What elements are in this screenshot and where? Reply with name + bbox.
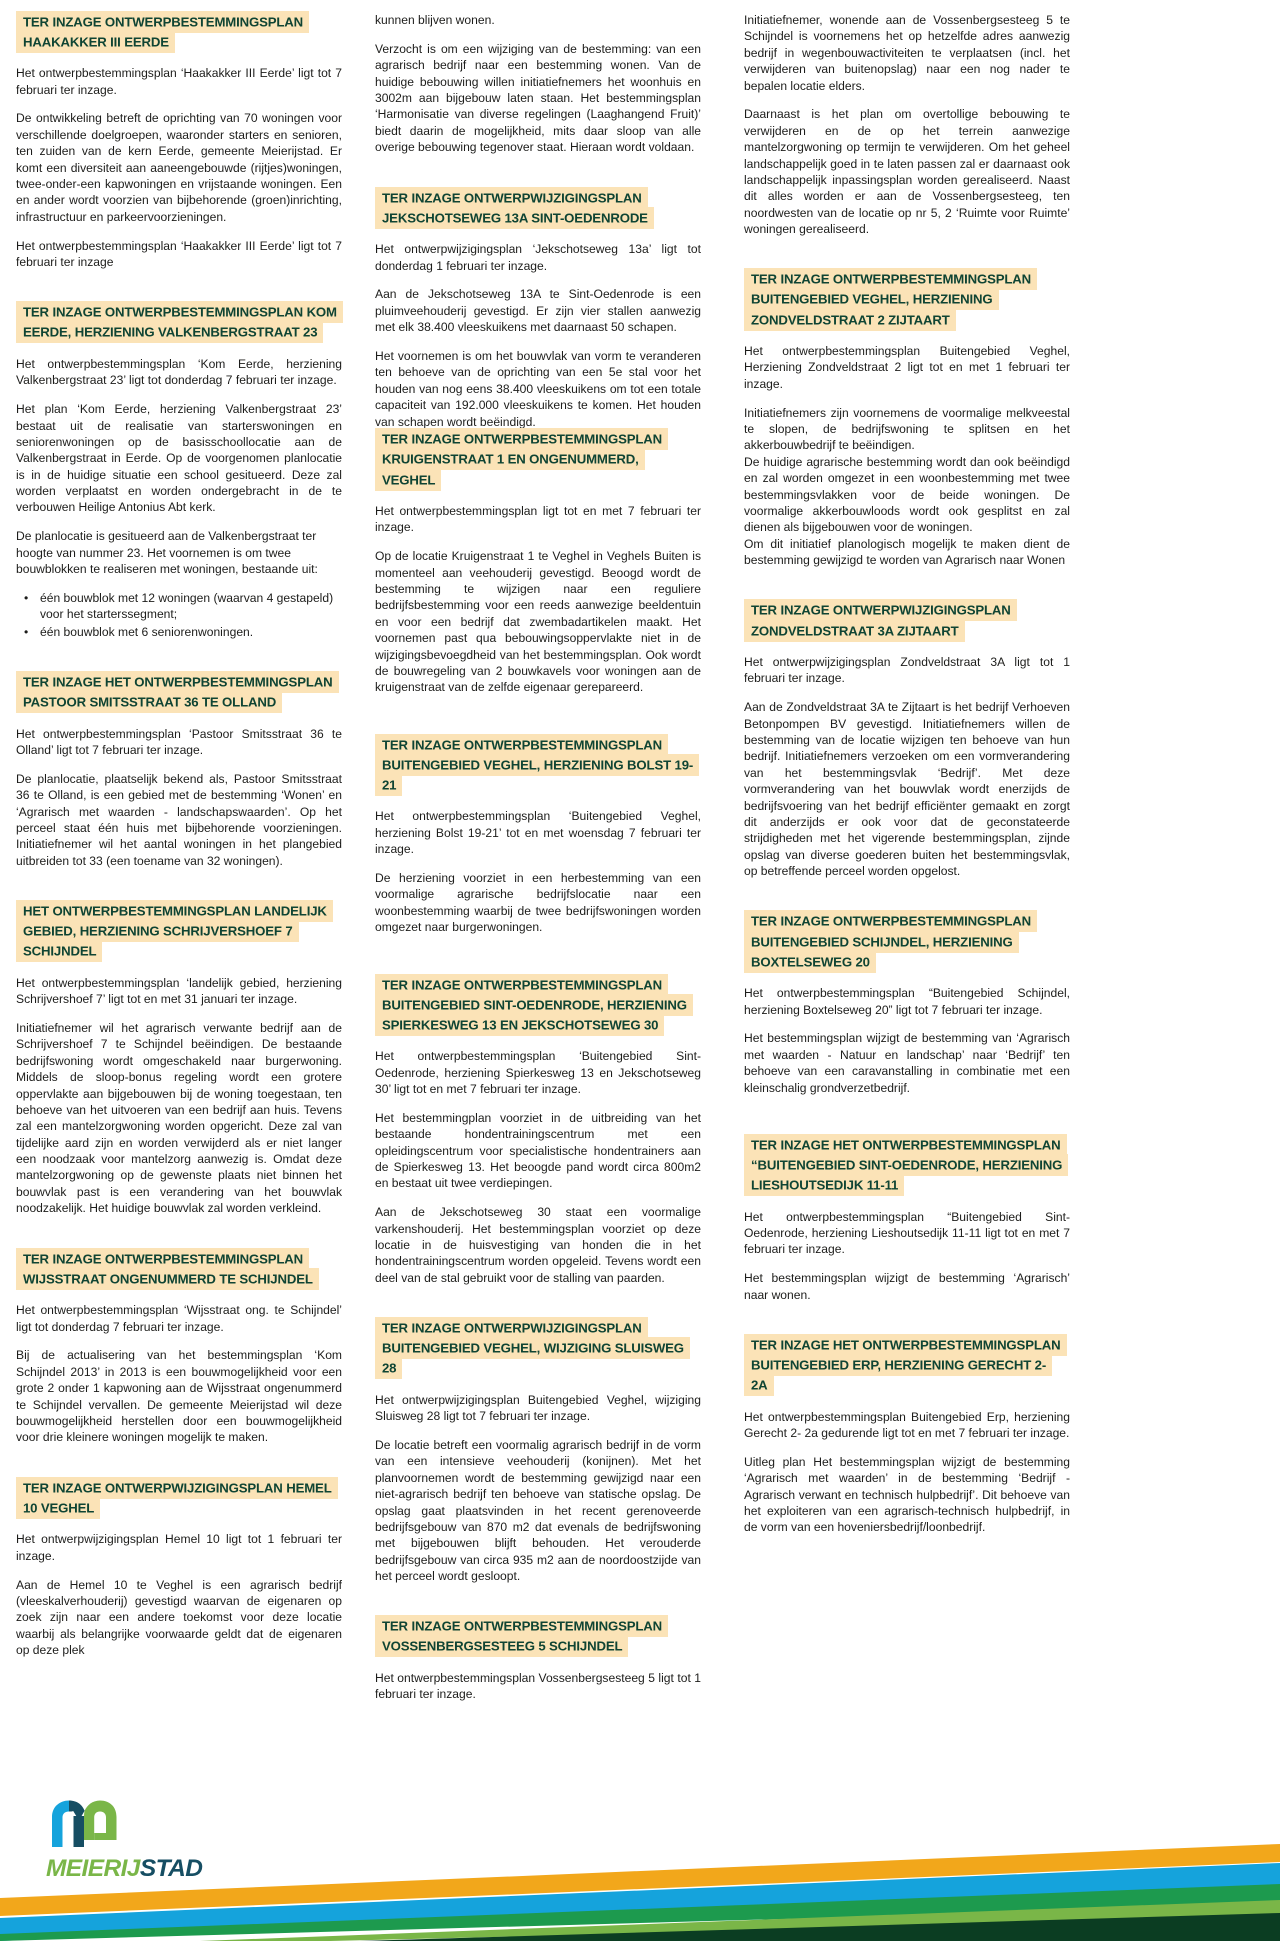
paragraph: De huidige agrarische bestemming wordt dan ook beëindigd en zal worden omgezet in een woonbestemming met twee bestemmingsvlakken voor de beide woningen. De voormalige akkerbouwloods wordt ook gesplitst en zal dienen als bijgebouwen voor de woningen.	[744, 454, 1070, 535]
paragraph: Het ontwerpwijzigingsplan Zondveldstraat 3A ligt tot 1 februari ter inzage.	[744, 655, 1070, 686]
section-vossenbergsesteeg-5-schijndel	[375, 1617, 701, 1703]
section-zondveldstraat-3a-zijtaart	[744, 601, 1070, 880]
paragraph: Om dit initiatief planologisch mogelijk te maken dient de bestemming gewijzigd te worden van Agrarisch naar Wonen	[744, 536, 1070, 568]
paragraph: Het ontwerpbestemmingsplan ligt tot en met 7 februari ter inzage.	[375, 504, 701, 535]
paragraph: Het ontwerpbestemmingsplan ‘landelijk gebied, herziening Schrijvershoef 7’ ligt tot en met 31 januari ter inzage.	[16, 975, 342, 1007]
spacer	[744, 1315, 1070, 1335]
paragraph: Het ontwerpbestemmingsplan Buitengebied Erp, herziening Gerecht 2- 2a gedurende ligt tot en met 7 februari ter inzage.	[744, 1409, 1070, 1440]
section-heading: TER INZAGE ONTWERPWIJZIGINGSPLAN HEMEL 10 VEGHEL	[16, 1478, 342, 1518]
paragraph: Aan de Jekschotseweg 13A te Sint-Oedenrode is een pluimveehouderij gevestigd. Er zijn vier stallen aanwezig met elk 38.400 vleeskuikens met daarnaast 50 schapen.	[375, 287, 701, 335]
logo-word-stad: STAD	[139, 1855, 203, 1882]
spacer	[375, 948, 701, 975]
paragraph: Initiatiefnemer, wonende aan de Vossenbergsesteeg 5 te Schijndel is voornemens het op hetzelfde adres aanwezig bedrijf in wegenbouwactiviteiten te verplaatsen (incl. het verwijderen van buitenopslag) naar een nog nader te bepalen locatie elders.	[744, 13, 1070, 93]
paragraph: Het ontwerpbestemmingsplan Vossenbergsesteeg 5 ligt tot 1 februari ter inzage.	[375, 1671, 701, 1702]
paragraph: De locatie betreft een voormalig agrarisch bedrijf in de vorm van een intensieve veehouderij (konijnen). Met het planvoornemen wordt de bestemming gewijzigd naar een niet-agrarisch bedrijf ten behoeve van statische opslag. De opslag gaat plaatsvinden in het recent gerenoveerde bedrijfsgebouw van 870 m2 dat evenals de bedrijfswoning met bijgebouwen blijft behouden. Het verouderde bedrijfsgebouw van circa 935 m2 aan de noordoostzijde van het perceel wordt gesloopt.	[375, 1438, 701, 1583]
paragraph: Het ontwerpbestemmingsplan ‘Haakakker III Eerde’ ligt tot 7 februari ter inzage.	[16, 66, 342, 97]
column-middle	[375, 12, 701, 1715]
spacer	[16, 1229, 342, 1249]
spacer	[375, 1597, 701, 1617]
section-hemel-10-veghel-continued	[375, 12, 701, 156]
section-heading: TER INZAGE ONTWERPBESTEMMINGSPLAN BUITENGEBIED VEGHEL, HERZIENING ZONDVELDSTRAAT 2 ZIJTAART	[744, 270, 1070, 330]
section-kom-eerde-valkenbergstraat-23	[16, 303, 342, 640]
paragraph: Uitleg plan Het bestemmingsplan wijzigt de bestemming ‘Agrarisch met waarden’ in de bestemming ‘Bedrijf - Agrarisch verwant en technisch hulpbedrijf’. Dit behoeve van het exploiteren van een agrarisch-technisch hulpbedrijf, in de vorm van een hoveniersbedrijf/loonbedrijf.	[744, 1454, 1070, 1535]
section-spierkesweg-13-jekschotseweg-30	[375, 975, 701, 1286]
section-schrijvershoef-7-schijndel	[16, 902, 342, 1217]
paragraph: Het bestemmingsplan wijzigt de bestemming ‘Agrarisch’ naar wonen.	[744, 1271, 1070, 1302]
section-heading: TER INZAGE ONTWERPWIJZIGINGSPLAN BUITENGEBIED VEGHEL, WIJZIGING SLUISWEG 28	[375, 1319, 701, 1379]
section-buitengebied-veghel-sluisweg-28	[375, 1319, 701, 1585]
section-wijsstraat-ongenummerd-schijndel	[16, 1249, 342, 1446]
paragraph: De planlocatie, plaatselijk bekend als, Pastoor Smitsstraat 36 te Olland, is een gebied met de bestemming ‘Wonen’ en ‘Agrarisch met waarden - landschapswaarden’. Op het perceel staat één huis met bijbehorende voorzieningen. Initiatiefnemer wil het aantal woningen in het plangebied uitbreiden tot 33 (een toename van 32 woningen).	[16, 771, 342, 868]
section-heading: TER INZAGE ONTWERPBESTEMMINGSPLAN BUITENGEBIED SINT-OEDENRODE, HERZIENING SPIERKESWEG 13 EN JEKSCHOTSEWEG 30	[375, 975, 701, 1035]
section-heading: TER INZAGE HET ONTWERPBESTEMMINGSPLAN “BUITENGEBIED SINT-OEDENRODE, HERZIENING LIESHOUTSEDIJK 11-11	[744, 1135, 1070, 1195]
paragraph: Het voornemen is om het bouwvlak van vorm te veranderen ten behoeve van de oprichting van een 5e stal voor het houden van nog eens 38.400 vleeskuikens om tot een totale capaciteit van 192.000 vleeskuikens te komen. Het houden van schapen wordt beëindigd.	[375, 349, 701, 429]
paragraph: De ontwikkeling betreft de oprichting van 70 woningen voor verschillende doelgroepen, waaronder starters en senioren, ten zuiden van de kern Eerde, gemeente Meierijstad. Er komt een diversiteit aan aaneengebouwde (rijtjes)woningen, twee-onder-een kapwoningen en vrijstaande woningen. Een en ander wordt voorzien van bijbehorende (groen)inrichting, infrastructuur en parkeervoorzieningen.	[16, 111, 342, 224]
paragraph: Initiatiefnemers zijn voornemens de voormalige melkveestal te slopen, de bedrijfswoning te splitsen en het akkerbouwbedrijf te beëindigen.	[744, 405, 1070, 453]
list-item: • één bouwblok met 6 seniorenwoningen.	[16, 624, 342, 640]
section-buitengebied-erp-gerecht-2-2a	[744, 1335, 1070, 1535]
paragraph: Verzocht is om een wijziging van de bestemming: van een agrarisch bedrijf naar een bestemming wonen. Van de huidige bebouwing willen initiatiefnemers het woonhuis en 3002m aan bijgebouw laten staan. Het bestemmingsplan ‘Harmonisatie van diverse regelingen (Laaghangend Fruit)’ biedt daarin de mogelijkheid, mits daar sloop van alle overige bebouwing tegenover staat. Hieraan wordt voldaan.	[375, 41, 701, 155]
paragraph: Aan de Zondveldstraat 3A te Zijtaart is het bedrijf Verhoeven Betonpompen BV gevestigd. Initiatiefnemers willen de bestemming van de locatie wijzigen ten behoeve van hun bedrijf. Initiatiefnemers verzoeken om een vormverandering van het bestemmingsvlak ‘Bedrijf’. Met deze vormverandering van het bouwvlak wordt enerzijds de bedrijfsvoering van het bedrijf efficiënter gemaakt en zorgt dit anderzijds er ook voor dat de geconstateerde strijdigheden met het vigerende bestemmingsplan, zijnde opslag van diverse goederen buiten het bestemmingsvlak, op betreffende perceel worden opgelost.	[744, 700, 1070, 879]
paragraph: Het ontwerpbestemmingsplan ‘Kom Eerde, herziening Valkenbergstraat 23’ ligt tot donderdag 7 februari ter inzage.	[16, 356, 342, 388]
column-right	[744, 12, 1070, 1548]
spacer	[744, 250, 1070, 270]
section-pastoor-smitsstraat-36-olland	[16, 673, 342, 870]
spacer	[744, 892, 1070, 912]
paragraph: Het ontwerpbestemmingsplan ‘Pastoor Smitsstraat 36 te Olland’ ligt tot 7 februari ter inzage.	[16, 726, 342, 757]
paragraph: kunnen blijven wonen.	[375, 13, 495, 27]
section-heading: TER INZAGE ONTWERPBESTEMMINGSPLAN KRUIGENSTRAAT 1 EN ONGENUMMERD, VEGHEL	[375, 430, 701, 490]
section-buitengebied-sint-oedenrode-lieshoutsedijk-11-11	[744, 1135, 1070, 1303]
section-vossenbergsesteeg-5-continued	[744, 12, 1070, 237]
paragraph: Het ontwerpbestemmingsplan ‘Buitengebied Sint-Oedenrode, herziening Spierkesweg 13 en Jekschotseweg 30’ ligt tot en met 7 februari ter inzage.	[375, 1049, 701, 1096]
paragraph: Aan de Jekschotseweg 30 staat een voormalige varkenshouderij. Het bestemmingsplan voorziet op deze locatie in de huisvestiging van honden die in het hondentrainingscentrum worden opgeleid. Tevens wordt een deel van de stal gebruikt voor de stalling van paarden.	[375, 1205, 701, 1285]
bands-svg	[0, 1801, 1280, 1941]
paragraph: Het ontwerpbestemmingsplan “Buitengebied Schijndel, herziening Boxtelseweg 20” ligt tot 7 februari ter inzage.	[744, 986, 1070, 1017]
paragraph: Het ontwerpbestemmingsplan ‘Haakakker III Eerde’ ligt tot 7 februari ter inzage	[16, 238, 342, 269]
section-jekschotseweg-13a-sint-oedenrode	[375, 188, 701, 430]
spacer	[16, 882, 342, 902]
spacer	[375, 708, 701, 735]
section-heading: HET ONTWERPBESTEMMINGSPLAN LANDELIJK GEBIED, HERZIENING SCHRIJVERSHOEF 7 SCHIJNDEL	[16, 902, 342, 962]
section-buitengebied-veghel-bolst-19-21	[375, 735, 701, 935]
section-heading: TER INZAGE ONTWERPBESTEMMINGSPLAN BUITENGEBIED SCHIJNDEL, HERZIENING BOXTELSEWEG 20	[744, 912, 1070, 972]
logo-word-meierij: MEIERIJ	[46, 1855, 140, 1882]
section-buitengebied-schijndel-boxtelseweg-20	[744, 912, 1070, 1096]
paragraph: Het ontwerpwijzigingsplan Hemel 10 ligt tot 1 februari ter inzage.	[16, 1532, 342, 1563]
list-item: • één bouwblok met 12 woningen (waarvan 4 gestapeld) voor het starterssegment;	[16, 590, 342, 623]
paragraph: Het ontwerpbestemmingsplan ‘Wijsstraat ong. te Schijndel’ ligt tot donderdag 7 februari ter inzage.	[16, 1303, 342, 1334]
spacer	[16, 283, 342, 303]
section-heading: TER INZAGE HET ONTWERPBESTEMMINGSPLAN PASTOOR SMITSSTRAAT 36 TE OLLAND	[16, 673, 342, 713]
paragraph: De planlocatie is gesitueerd aan de Valkenbergstraat ter hoogte van nummer 23. Het voornemen is om twee bouwblokken te realiseren met woningen, bestaande uit:	[16, 529, 318, 576]
paragraph: Het bestemmingplan voorziet in de uitbreiding van het bestaande hondentrainingscentrum met een opleidingscentrum voor specialistische hondentrainers aan de Spierkesweg 13. Het beoogde pand wordt circa 800m2 en bestaat uit twee verdiepingen.	[375, 1110, 701, 1191]
paragraph: Het ontwerpbestemmingsplan Buitengebied Veghel, Herziening Zondveldstraat 2 ligt tot en met 1 februari ter inzage.	[744, 344, 1070, 391]
footer-decorative-bands	[0, 1801, 1280, 1941]
paragraph: Het ontwerpbestemmingsplan “Buitengebied Sint-Oedenrode, herziening Lieshoutsedijk 11-11 ligt tot en met 7 februari ter inzage.	[744, 1209, 1070, 1257]
paragraph: Het bestemmingsplan wijzigt de bestemming van ‘Agrarisch met waarden - Natuur en landschap’ naar ‘Bedrijf’ ten behoeve van een caravanstalling in combinatie met een kleinschalig grondverzetbedrijf.	[744, 1031, 1070, 1095]
spacer	[744, 1108, 1070, 1135]
section-haakakker-iii-eerde	[16, 12, 342, 270]
paragraph: Het plan ‘Kom Eerde, herziening Valkenbergstraat 23’ bestaat uit de realisatie van starterswoningen en seniorenwoningen op de basisschoollocatie aan de Valkenbergstraat in Eerde. Op de voorgenomen planlocatie is in de huidige situatie een school gesitueerd. Deze zal worden verplaatst en worden ondergebracht in de te verbouwen Heilige Antonius Abt kerk.	[16, 402, 342, 515]
paragraph: Daarnaast is het plan om overtollige bebouwing te verwijderen en de op het terrein aanwezige mantelzorgwoning op termijn te verwijderen. Om het geheel landschappelijk goed in te laten passen zal er daarnaast ook landschappelijk inpassingsplan worden gerealiseerd. Naast dit alles worden er aan de Vossenbergsesteeg, ten noordwesten van de locatie op nr 5, 2 ‘Ruimte voor Ruimte’ woningen gerealiseerd.	[744, 107, 1070, 236]
paragraph: Initiatiefnemer wil het agrarisch verwante bedrijf aan de Schrijvershoef 7 te Schijndel beëindigen. De bestaande bedrijfswoning wordt omgeschakeld naar burgerwoning. Middels de sloop-bonus regeling wordt een grotere oppervlakte aan bijgebouwen bij de woning toegestaan, ten behoeve van het uitvoeren van een bedrijf aan huis. Tevens zal een mantelzorgwoning worden opgericht. Deze zal van tijdelijke aard zijn en worden verwijderd als er niet langer een noodzaak voor mantelzorg aanwezig is. Omdat deze mantelzorgwoning op de gewenste plaats niet binnen het bouwvlak past is een verandering van het bouwvlak noodzakelijk. Het huidige bouwvlak zal worden verkleind.	[16, 1021, 342, 1216]
column-left	[16, 12, 342, 1671]
section-heading: TER INZAGE ONTWERPBESTEMMINGSPLAN VOSSENBERGSESTEEG 5 SCHIJNDEL	[375, 1617, 701, 1657]
spacer	[16, 1458, 342, 1478]
spacer	[16, 653, 342, 673]
spacer	[375, 1299, 701, 1319]
section-heading: TER INZAGE ONTWERPBESTEMMINGSPLAN HAAKAKKER III EERDE	[16, 12, 342, 52]
paragraph: Het ontwerpbestemmingsplan ‘Buitengebied Veghel, herziening Bolst 19-21’ tot en met woensdag 7 februari ter inzage.	[375, 809, 701, 857]
section-kruigenstraat-1-ongenummerd-veghel	[375, 430, 701, 696]
paragraph: Het ontwerpwijzigingsplan Buitengebied Veghel, wijziging Sluisweg 28 ligt tot 7 februari ter inzage.	[375, 1392, 701, 1424]
spacer	[375, 168, 701, 188]
section-heading: TER INZAGE HET ONTWERPBESTEMMINGSPLAN BUITENGEBIED ERP, HERZIENING GERECHT 2- 2A	[744, 1335, 1070, 1395]
section-heading: TER INZAGE ONTWERPWIJZIGINGSPLAN JEKSCHOTSEWEG 13A SINT-OEDENRODE	[375, 188, 701, 228]
paragraph: Aan de Hemel 10 te Veghel is een agrarisch bedrijf (vleeskalverhouderij) gevestigd waarvan de eigenaren op zoek zijn naar een andere toekomst voor deze locatie waarbij als belangrijke voorwaarde geldt dat de eigenaren op deze plek	[16, 1577, 342, 1658]
section-heading: TER INZAGE ONTWERPBESTEMMINGSPLAN BUITENGEBIED VEGHEL, HERZIENING BOLST 19-21	[375, 735, 701, 795]
section-heading: TER INZAGE ONTWERPBESTEMMINGSPLAN WIJSSTRAAT ONGENUMMERD TE SCHIJNDEL	[16, 1249, 342, 1289]
paragraph: Op de locatie Kruigenstraat 1 te Veghel in Veghels Buiten is momenteel aan veehouderij gevestigd. Beoogd wordt de bestemming te wijzigen naar een reguliere bedrijfsbestemming voor een reeds aanwezige beeldentuin en voor een bedrijf dat zwembadartikelen maakt. Het voornemen past qua bebouwingsoppervlakte niet in de wijzigingsbevoegdheid van het bestemmingsplan. Ook wordt de bouwregeling van 2 bouwkavels voor woningen aan de kruigenstraat van de zelfde eigenaar gerepareerd.	[375, 549, 701, 695]
section-hemel-10-veghel	[16, 1478, 342, 1658]
section-heading: TER INZAGE ONTWERPWIJZIGINGSPLAN ZONDVELDSTRAAT 3A ZIJTAART	[744, 601, 1070, 641]
three-column-layout	[16, 12, 1264, 1715]
spacer	[744, 581, 1070, 601]
bullet-list	[16, 590, 342, 640]
paragraph: De herziening voorziet in een herbestemming van een voormalige agrarische bedrijfslocatie naar een woonbestemming waarbij de twee bedrijfswoningen worden omgezet naar burgerwoningen.	[375, 871, 701, 935]
paragraph: Het ontwerpwijzigingsplan ‘Jekschotseweg 13a’ ligt tot donderdag 1 februari ter inzage.	[375, 242, 701, 273]
section-heading: TER INZAGE ONTWERPBESTEMMINGSPLAN KOM EERDE, HERZIENING VALKENBERGSTRAAT 23	[16, 303, 342, 343]
paragraph: Bij de actualisering van het bestemmingsplan ‘Kom Schijndel 2013’ in 2013 is een bouwmogelijkheid voor een grote 2 onder 1 kapwoning aan de Wijsstraat ongenummerd te Schijndel vervallen. De gemeente Meierijstad wil deze bouwmogelijkheid herstellen door een bouwmogelijkheid voor drie kleinere woningen mogelijk te maken.	[16, 1348, 342, 1445]
section-buitengebied-veghel-zondveldstraat-2-zijtaart	[744, 270, 1070, 569]
